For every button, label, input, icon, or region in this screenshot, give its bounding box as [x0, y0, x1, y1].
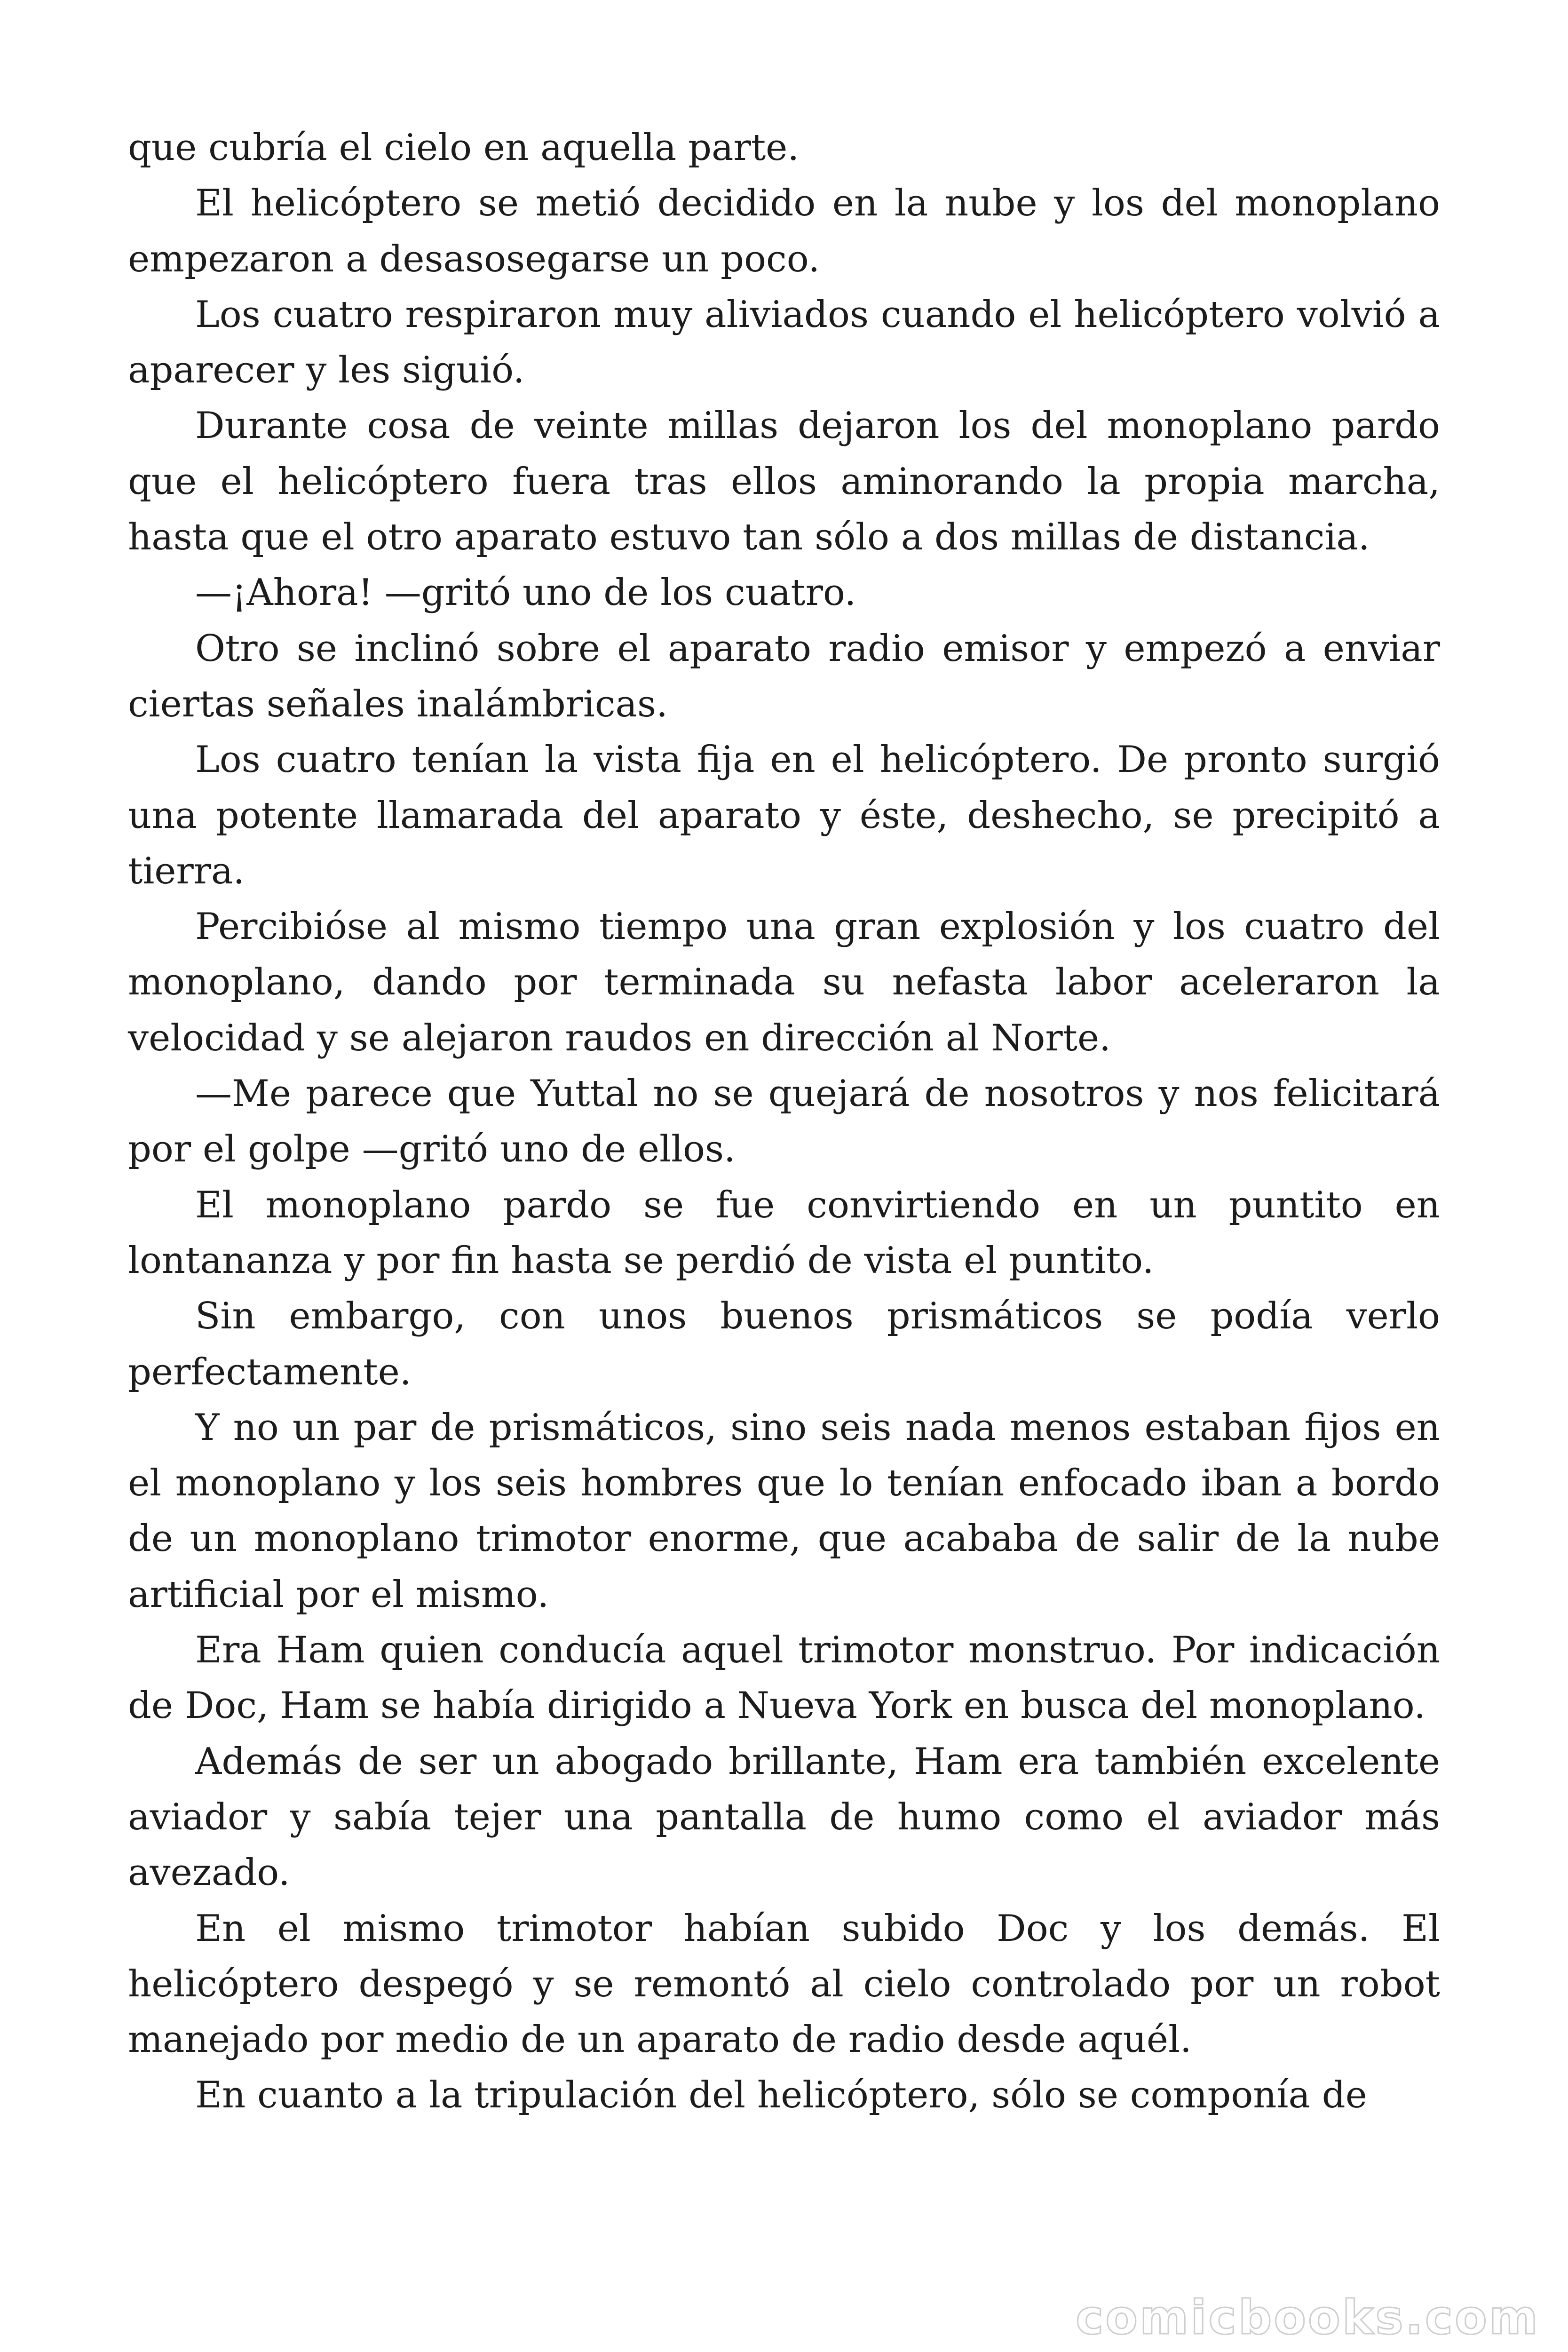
paragraph-11: Sin embargo, con unos buenos prismáticos se podía verlo perfectamente.: [128, 1295, 1440, 1393]
paragraph-8: Percibióse al mismo tiempo una gran explosión y los cuatro del monoplano, dando por terminada su nefasta labor aceleraron la velocidad y se alejaron raudos en dirección al Norte.: [128, 906, 1440, 1059]
watermark: comicbooks.com: [1076, 2290, 1540, 2345]
paragraph-5: —¡Ahora! —gritó uno de los cuatro.: [195, 572, 856, 614]
paragraph-6: Otro se inclinó sobre el aparato radio emisor y empezó a enviar ciertas señales inalámbricas.: [128, 627, 1440, 725]
paragraph-14: Además de ser un abogado brillante, Ham era también excelente aviador y sabía tejer una pantalla de humo como el aviador más avezado.: [128, 1740, 1440, 1894]
body-text: [128, 120, 1440, 2123]
paragraph-2: El helicóptero se metió decidido en la nube y los del monoplano empezaron a desasosegarse un poco.: [128, 182, 1440, 280]
paragraph-10: El monoplano pardo se fue convirtiendo en un puntito en lontananza y por fin hasta se perdió de vista el puntito.: [128, 1184, 1440, 1282]
paragraph-12: Y no un par de prismáticos, sino seis nada menos estaban fijos en el monoplano y los seis hombres que lo tenían enfocado iban a bordo de un monoplano trimotor enorme, que acababa de salir de la nube artificial por el mismo.: [128, 1406, 1440, 1616]
paragraph-1: que cubría el cielo en aquella parte.: [128, 127, 800, 169]
paragraph-16: En cuanto a la tripulación del helicóptero, sólo se componía de: [195, 2074, 1367, 2117]
paragraph-13: Era Ham quien conducía aquel trimotor monstruo. Por indicación de Doc, Ham se había dirigido a Nueva York en busca del monoplano.: [128, 1629, 1440, 1727]
paragraph-15: En el mismo trimotor habían subido Doc y los demás. El helicóptero despegó y se remontó al cielo controlado por un robot manejado por medio de un aparato de radio desde aquél.: [128, 1907, 1440, 2061]
paragraph-3: Los cuatro respiraron muy aliviados cuando el helicóptero volvió a aparecer y les siguió.: [128, 293, 1440, 392]
paragraph-9: —Me parece que Yuttal no se quejará de nosotros y nos felicitará por el golpe —gritó uno de ellos.: [128, 1073, 1440, 1171]
paragraph-4: Durante cosa de veinte millas dejaron los del monoplano pardo que el helicóptero fuera tras ellos aminorando la propia marcha, hasta que el otro aparato estuvo tan sólo a dos millas de distancia.: [128, 405, 1440, 559]
paragraph-7: Los cuatro tenían la vista fija en el helicóptero. De pronto surgió una potente llamarada del aparato y éste, deshecho, se precipitó a tierra.: [128, 739, 1440, 892]
